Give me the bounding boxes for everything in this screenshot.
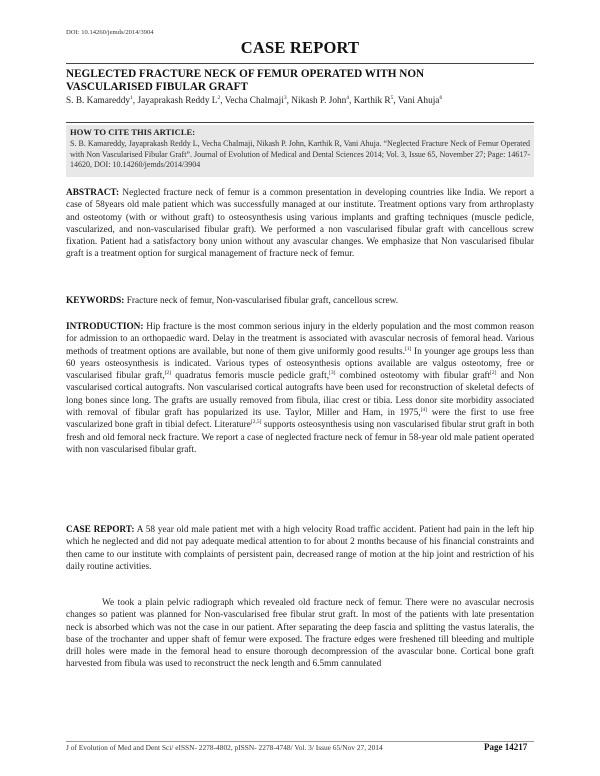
reference-marker[interactable]: [3]: [329, 370, 336, 377]
author: S. B. Kamareddy$^1$: [66, 94, 133, 106]
doi-label: DOI: 10.14260/jemds/2014/3904: [66, 29, 154, 36]
case-report-paragraph-2: We took a plain pelvic radiograph which revealed old fracture neck of femur. There were no avascular necrosis changes so patient was planned for Non-vascularised free fibular strut graft. In most of the patients with late presentation neck is absorbed which was not the case in our patient. After separating the deep fascia and splitting the vastus lateralis, the base of the trochanter and upper shaft of femur were exposed. The fracture edges were freshened till bleeding and multiple drill holes were made in the femoral head to ensure thorough decompression of the avascular bone. Cortical bone graft harvested from fibula was used to reconstruct the neck length and 6.5mm cannulated: [66, 598, 534, 670]
case-report-paragraph: CASE REPORT: A 58 year old male patient met with a high velocity Road traffic accident. Patient had pain in the left hip which he neglected and did not pay adequate medical attention to for about 2 months because of his financial constraints and then came to our institute with complaints of persistent pain, decreased range of motion at the hip joint and restriction of his daily routine activities.: [66, 525, 534, 572]
author: Jayaprakash Reddy $L^2$: [137, 94, 221, 106]
keywords-paragraph: KEYWORDS: Fracture neck of femur, Non-vascularised fibular graft, cancellous screw.: [66, 296, 399, 306]
reference-marker[interactable]: [1]: [404, 345, 412, 352]
abstract-label: ABSTRACT:: [66, 188, 120, 198]
article-title: [66, 68, 536, 94]
reference-marker[interactable]: [2,5]: [250, 419, 262, 426]
introduction-paragraph: INTRODUCTION: Hip fracture is the most common serious injury in the elderly population and the most common reason for admission to an orthopaedic ward. Delay in the treatment is associated with avascular necrosis of femoral head. Various methods of treatment options are available, but none of them give uniformly good results.[1] In younger age groups less than 60 years osteosynthesis is indicated. Various types of osteosynthesis options available are valgus osteotomy, free or vascularised fibular graft,[2] quadratus femoris muscle pedicle graft,[3] combined osteotomy with fibular graft[2] and Non vascularised cortical autografts. Non vascularised cortical autografts have been used for reconstruction of skeletal defects of long bones since long. The grafts are usually removed from fibula, iliac crest or tibia. Less donor site morbidity associated with removal of fibular graft has popularized its use. Taylor, Miller and Ham, in 1975,[4] were the first to use free vascularized bone graft in tibial defect. Literature[2,5] supports osteosynthesis using non vascularised fibular strut graft in both fresh and old femoral neck fracture. We report a case of neglected fracture neck of femur in 58-year old male patient operated with non vascularised fibular graft.: [66, 322, 534, 455]
citation-text: S. B. Kamareddy, Jayaprakash Reddy L, Vecha Chalmaji, Nikash P. John, Karthik R, Vani Ahuja. “Neglected Fracture Neck of Femur Operated with Non Vascularised Fibular Graft”. Journal of Evolution of Medical and Dental Sciences 2014; Vol. 3, Issue 65, November 27; Page: 14617-14620, DOI: 10.14260/jemds/2014/3904: [70, 139, 530, 169]
article-title-line: VASCULARISED FIBULAR GRAFT: [66, 81, 248, 93]
abstract-paragraph: ABSTRACT: Neglected fracture neck of femur is a common presentation in developing countries like India. We report a case of 58years old male patient which was successfully managed at our institute. Treatment options vary from arthroplasty and osteotomy (with or without graft) to osteosynthesis using various implants and grafting techniques (muscle pedicle, vascularized, and non-vascularised fibular graft). We performed a non vascularised fibular graft with cancellous screw fixation. Patient had a satisfactory bony union without any avascular changes. We emphasize that Non vascularised fibular graft is a treatment option for surgical management of fracture neck of femur.: [66, 188, 534, 260]
article-title-line: NEGLECTED FRACTURE NECK OF FEMUR OPERATED WITH NON: [66, 68, 425, 80]
page-number: Page 14217: [484, 742, 528, 752]
reference-marker[interactable]: [2]: [164, 370, 172, 377]
keywords-label: KEYWORDS:: [66, 296, 125, 306]
reference-marker[interactable]: [2]: [490, 370, 497, 377]
introduction-label: INTRODUCTION:: [66, 322, 144, 332]
case-report-label: CASE REPORT:: [66, 525, 135, 535]
author: Karthik $R^5$: [353, 94, 394, 106]
cite-divider: [66, 122, 534, 123]
author: Nikash P. John$^4$: [291, 94, 350, 106]
author: Vecha Chalmaji$^3$: [224, 94, 287, 106]
section-heading: CASE REPORT: [240, 38, 360, 57]
citation-heading: HOW TO CITE THIS ARTICLE:: [70, 127, 196, 137]
footer-divider: [66, 741, 534, 742]
header-divider: [66, 63, 534, 64]
author: Vani Ahuja$^6$: [397, 94, 443, 106]
journal-footer: J of Evolution of Med and Dent Sci/ eISSN- 2278-4802, pISSN- 2278-4748/ Vol. 3/ Issue 65/Nov 27, 2014: [66, 743, 383, 752]
reference-marker[interactable]: [4]: [420, 406, 427, 413]
author-list: S. B. Kamareddy$^1$, Jayaprakash Reddy $L^2$, Vecha Chalmaji$^3$, Nikash P. John$^4$, Karthik $R^5$, Vani Ahuja$^6$: [66, 94, 443, 106]
